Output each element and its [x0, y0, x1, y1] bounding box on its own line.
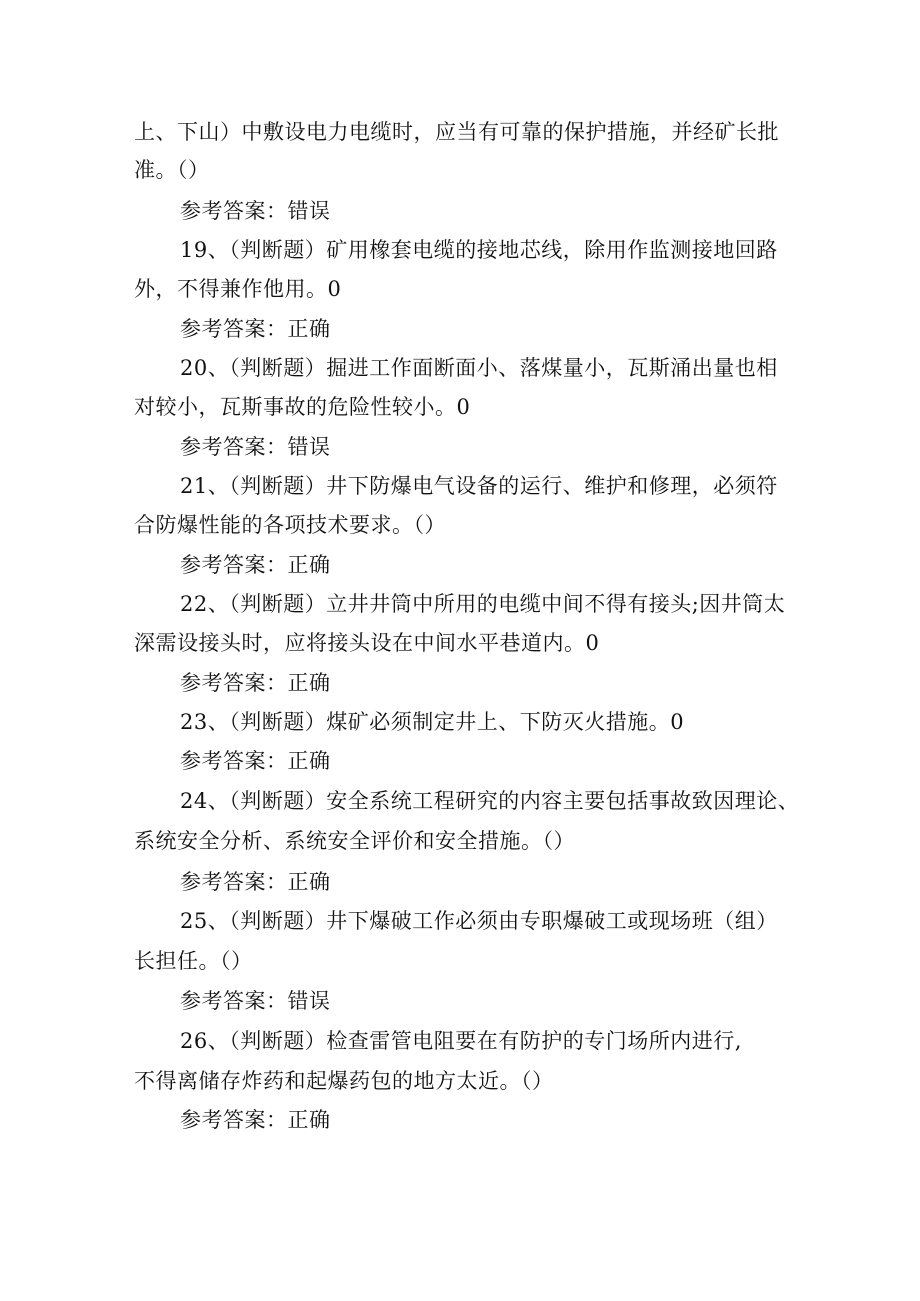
q23-text-line-1: 23、（判断题）煤矿必须制定井上、下防灭火措施。0 [180, 710, 685, 734]
q24-text-line-2: 系统安全分析、系统安全评价和安全措施。（） [134, 829, 575, 853]
q25-text-line-2: 长担任。（） [134, 949, 253, 973]
q18-answer: 参考答案：错误 [180, 199, 331, 223]
q26-answer: 参考答案：正确 [180, 1108, 331, 1132]
q26-text-line-1: 26、（判断题）检查雷管电阻要在有防护的专门场所内进行, [180, 1029, 742, 1053]
q20-text-line-2: 对较小，瓦斯事故的危险性较小。0 [134, 395, 471, 419]
q18-text-line-1: 上、下山）中敷设电力电缆时，应当有可靠的保护措施，并经矿长批 [134, 120, 779, 144]
q25-text-line-1: 25、（判断题）井下爆破工作必须由专职爆破工或现场班（组） [180, 909, 778, 933]
q19-text-line-1: 19、（判断题）矿用橡套电缆的接地芯线，除用作监测接地回路 [180, 238, 778, 262]
q22-text-line-1: 22、（判断题）立井井筒中所用的电缆中间不得有接头;因井筒太 [180, 592, 786, 616]
q24-text-line-1: 24、（判断题）安全系统工程研究的内容主要包括事故致因理论、 [180, 789, 800, 813]
q22-answer: 参考答案：正确 [180, 671, 331, 695]
q20-text-line-1: 20、（判断题）掘进工作面断面小、落煤量小，瓦斯涌出量也相 [180, 356, 778, 380]
q24-answer: 参考答案：正确 [180, 870, 331, 894]
q19-answer: 参考答案：正确 [180, 317, 331, 341]
q19-text-line-2: 外，不得兼作他用。0 [134, 277, 342, 301]
q23-answer: 参考答案：正确 [180, 749, 331, 773]
q26-text-line-2: 不得离储存炸药和起爆药包的地方太近。（） [134, 1069, 554, 1093]
q21-text-line-1: 21、（判断题）井下防爆电气设备的运行、维护和修理，必须符 [180, 474, 778, 498]
q20-answer: 参考答案：错误 [180, 435, 331, 459]
q22-text-line-2: 深需设接头时，应将接头设在中间水平巷道内。0 [134, 631, 600, 655]
q18-text-line-2: 准。（） [134, 158, 210, 182]
q21-text-line-2: 合防爆性能的各项技术要求。（） [134, 513, 446, 537]
q21-answer: 参考答案：正确 [180, 553, 331, 577]
q25-answer: 参考答案：错误 [180, 989, 331, 1013]
